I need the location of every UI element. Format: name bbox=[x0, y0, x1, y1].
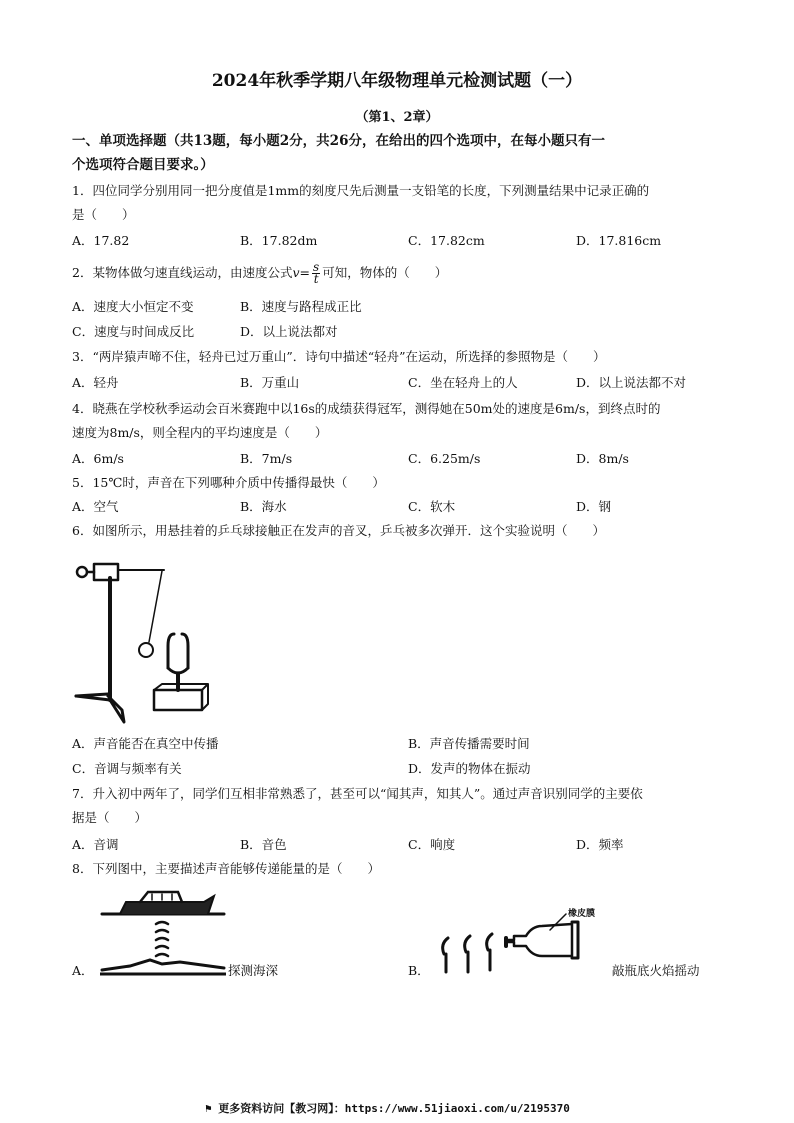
footer-link[interactable] bbox=[205, 1100, 570, 1116]
section-heading-cont: 个选项符合题目要求。） bbox=[72, 157, 214, 173]
q5-option-d: D．钢 bbox=[576, 499, 612, 514]
q1-option-c: C．17.82cm bbox=[408, 233, 485, 248]
flag-icon: ⚑ bbox=[205, 1102, 212, 1115]
resonance-box bbox=[154, 690, 202, 710]
boat-hull bbox=[120, 896, 214, 914]
q5-option-c: C．软木 bbox=[408, 499, 456, 514]
tuning-fork bbox=[168, 634, 188, 668]
q3-option-b: B．万重山 bbox=[240, 375, 300, 390]
q6-option-a: A．声音能否在真空中传播 bbox=[72, 736, 219, 751]
q7-option-c: C．响度 bbox=[408, 837, 456, 852]
q6-option-d: D．发声的物体在振动 bbox=[408, 761, 531, 776]
thread bbox=[149, 571, 162, 642]
q2-option-d: D．以上说法都对 bbox=[240, 324, 338, 339]
q1-option-b: B．17.82dm bbox=[240, 233, 318, 248]
footer-text: 更多资料访问【教习网】：https://www.51jiaoxi.com/u/2195370 bbox=[218, 1102, 570, 1115]
q6-option-b: B．声音传播需要时间 bbox=[408, 736, 530, 751]
q2-formula-eq: = bbox=[299, 265, 311, 280]
page-title: 2024年秋季学期八年级物理单元检测试题（一） bbox=[211, 71, 583, 91]
q3-stem: 3．“两岸猿声啼不住，轻舟已过万重山”．诗句中描述“轻舟”在运动，所选择的参照物是（ ） bbox=[72, 349, 606, 364]
q4-stem-cont: 速度为8m/s，则全程内的平均速度是（ ） bbox=[72, 425, 328, 440]
q1-option-d: D．17.816cm bbox=[576, 233, 662, 248]
stand-base bbox=[76, 696, 124, 722]
q7-option-a: A．音调 bbox=[72, 837, 119, 852]
q4-stem: 4．晓燕在学校秋季运动会百米赛跑中以16s的成绩获得冠军，测得她在50m处的速度是6m/s，到终点时的 bbox=[72, 401, 661, 416]
candle-flame-3 bbox=[487, 934, 492, 970]
q1-stem: 1．四位同学分别用同一把分度值是1mm的刻度尺先后测量一支铅笔的长度，下列测量结果中记录正确的 bbox=[72, 183, 650, 198]
q8-option-b-label: B． bbox=[408, 963, 430, 978]
q2-option-a: A．速度大小恒定不变 bbox=[72, 299, 194, 314]
q8-option-a-label: A． bbox=[72, 963, 94, 978]
q3-option-c: C．坐在轻舟上的人 bbox=[408, 375, 518, 390]
q7-stem: 7．升入初中两年了，同学们互相非常熟悉了，甚至可以“闻其声，知其人”。通过声音识别同学的主要依 bbox=[72, 786, 643, 801]
q2-option-c: C．速度与时间成反比 bbox=[72, 324, 195, 339]
q4-option-b: B．7m/s bbox=[240, 451, 293, 466]
tuning-fork-figure bbox=[72, 550, 232, 725]
q2-stem-pre: 2．某物体做匀速直线运动，由速度公式 bbox=[72, 265, 293, 280]
boat-cabin bbox=[140, 892, 182, 902]
q4-option-a: A．6m/s bbox=[72, 451, 124, 466]
page-subtitle: （第1、2章） bbox=[355, 110, 439, 125]
q5-stem: 5．15℃时，声音在下列哪种介质中传播得最快（ ） bbox=[72, 475, 385, 490]
sonar-boat-figure bbox=[100, 890, 226, 976]
sea-bed bbox=[102, 960, 224, 970]
section-heading: 一、单项选择题（共13题，每小题2分，共26分，在给出的四个选项中，在每小题只有一 bbox=[72, 133, 605, 149]
q2-formula-denominator: t bbox=[313, 272, 319, 286]
q8-option-b-caption: 敲瓶底火焰摇动 bbox=[612, 963, 700, 978]
q5-option-b: B．海水 bbox=[240, 499, 287, 514]
q8-stem: 8．下列图中，主要描述声音能够传递能量的是（ ） bbox=[72, 861, 380, 876]
q6-stem: 6．如图所示，用悬挂着的乒乓球接触正在发声的音叉，乒乓被多次弹开．这个实验说明（ ） bbox=[72, 523, 605, 538]
candle-flame-1 bbox=[443, 938, 448, 972]
q3-option-a: A．轻舟 bbox=[72, 375, 119, 390]
q5-option-a: A．空气 bbox=[72, 499, 119, 514]
q1-option-a: A．17.82 bbox=[72, 233, 130, 248]
candle-flame-2 bbox=[465, 936, 470, 972]
q1-stem-cont: 是（ ） bbox=[72, 207, 135, 222]
q2-formula-fraction bbox=[312, 262, 320, 285]
q8-option-a-caption: 探测海深 bbox=[228, 963, 279, 978]
q2-stem bbox=[72, 262, 447, 285]
q2-formula-v: v bbox=[292, 265, 300, 280]
q7-option-d: D．频率 bbox=[576, 837, 624, 852]
q7-option-b: B．音色 bbox=[240, 837, 287, 852]
clamp-screw bbox=[77, 567, 87, 577]
q2-stem-post: 可知，物体的（ ） bbox=[322, 265, 448, 280]
q3-option-d: D．以上说法都不对 bbox=[576, 375, 687, 390]
q7-stem-cont: 据是（ ） bbox=[72, 810, 148, 825]
q6-option-c: C．音调与频率有关 bbox=[72, 761, 182, 776]
membrane-label: 橡皮膜 bbox=[568, 909, 596, 919]
bottle bbox=[506, 924, 572, 956]
q2-formula-numerator: s bbox=[313, 260, 320, 274]
q4-option-c: C．6.25m/s bbox=[408, 451, 481, 466]
ping-pong-ball bbox=[139, 643, 153, 657]
q4-option-d: D．8m/s bbox=[576, 451, 629, 466]
stand-clamp bbox=[94, 564, 118, 580]
sound-waves bbox=[156, 922, 168, 956]
q2-option-b: B．速度与路程成正比 bbox=[240, 299, 362, 314]
